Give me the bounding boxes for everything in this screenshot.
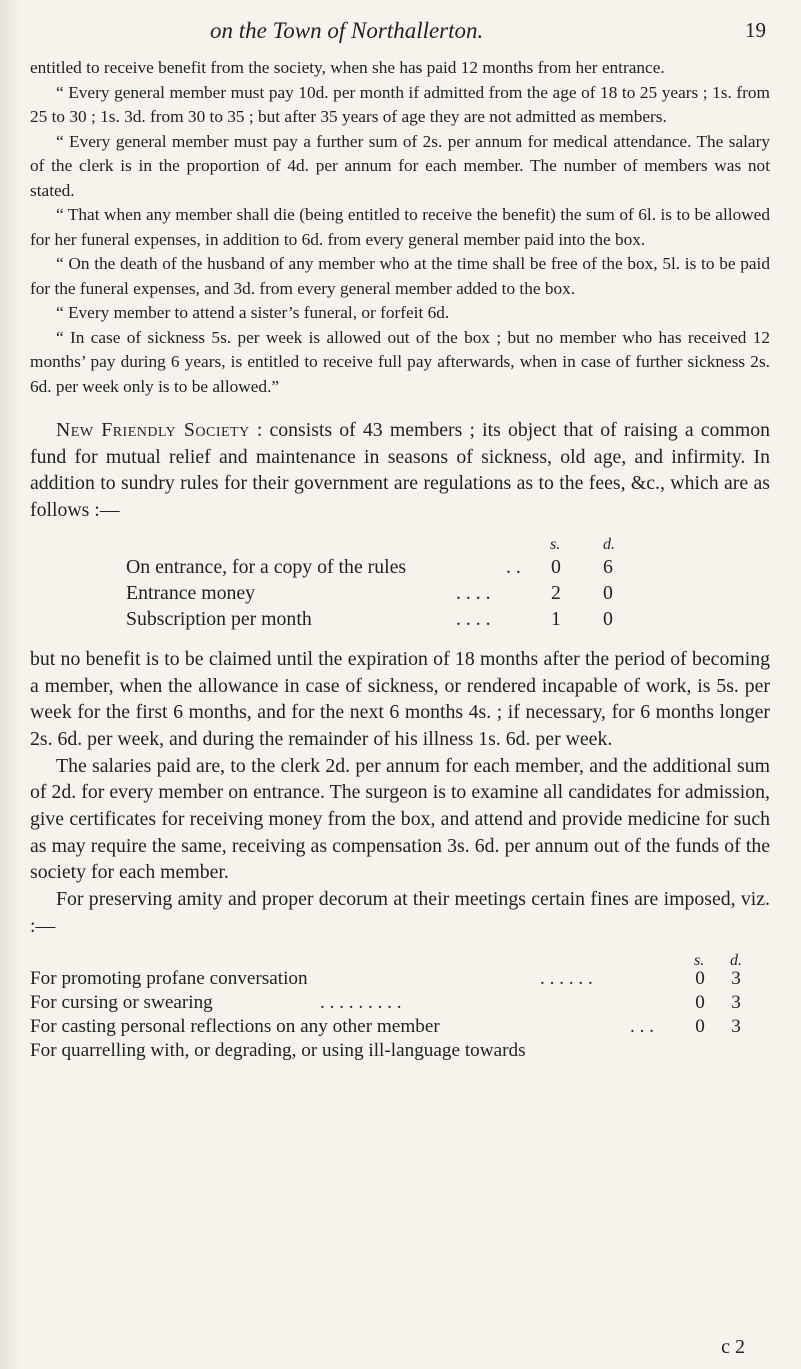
page-number: 19 — [745, 18, 766, 42]
signature-mark: c 2 — [721, 1336, 745, 1358]
leader-dots: . . — [506, 555, 521, 578]
paragraph: “ Every member to attend a sister’s funeral, or forfeit 6d. — [56, 303, 450, 322]
fines-col-s: s. — [694, 951, 705, 969]
running-title: on the Town of Northallerton. — [210, 18, 484, 43]
fees-col-s: s. — [550, 535, 561, 553]
fee-label: Entrance money — [126, 581, 256, 604]
fine-shillings: 0 — [695, 1015, 705, 1037]
fines-intro-paragraph: For preserving amity and proper decorum at their meetings certain fines are imposed, viz. :— — [30, 888, 770, 937]
fees-row — [126, 554, 613, 580]
fees-row — [126, 580, 613, 606]
society-name: New Friendly Society — [56, 419, 250, 441]
fine-label: For cursing or swearing — [30, 991, 213, 1013]
fines-last-line: For quarrelling with, or degrading, or using ill-language towards — [30, 1039, 526, 1061]
paragraph: “ That when any member shall die (being entitled to receive the benefit) the sum of 6l. is to be allowed for her funeral expenses, in addition to 6d. from every general member paid into the box. — [30, 205, 770, 249]
leader-dots: . . . . . . — [540, 967, 593, 989]
fine-pence: 3 — [731, 991, 741, 1013]
fines-row — [30, 990, 741, 1017]
running-head — [30, 0, 770, 56]
fees-row — [126, 606, 613, 632]
fine-pence: 3 — [731, 967, 741, 989]
fee-label: On entrance, for a copy of the rules — [126, 555, 407, 578]
new-friendly-society-section — [30, 417, 770, 1066]
page — [30, 0, 770, 1066]
leader-dots: . . . . — [456, 581, 491, 604]
binding-edge — [0, 0, 22, 1369]
society-intro — [30, 417, 770, 524]
fine-label: For casting personal reflections on any other member — [30, 1015, 440, 1037]
fines-table — [30, 948, 770, 1066]
fine-shillings: 0 — [695, 991, 705, 1013]
quoted-rules — [30, 56, 770, 399]
fine-label: For promoting profane conversation — [30, 967, 308, 989]
fee-shillings: 1 — [551, 607, 561, 630]
leader-dots: . . . . — [456, 607, 491, 630]
fee-pence: 0 — [603, 581, 613, 604]
fine-pence: 3 — [731, 1015, 741, 1037]
fines-row — [30, 966, 741, 993]
fee-label: Subscription per month — [126, 607, 312, 630]
paragraph: “ Every general member must pay 10d. per month if admitted from the age of 18 to 25 years ; 1s. from 25 to 30 ; 1s. 3d. from 30 to 35 ; but after 35 years of age they are not admitted as members. — [30, 82, 770, 126]
benefit-paragraph: but no benefit is to be claimed until the expiration of 18 months after the period of becoming a member, when the allowance in case of sickness, or rendered incapable of work, is 5s. per week for the first 6 months, and for the next 6 months 4s. ; if necessary, for 6 months longer 2s. 6d. per week, and during the remainder of his illness 1s. 6d. per week. — [30, 647, 770, 750]
fines-col-d: d. — [730, 951, 742, 969]
paragraph: “ Every general member must pay a further sum of 2s. per annum for medical attendance. The salary of the clerk is in the proportion of 4d. per annum for each member. The number of members was not stated. — [30, 131, 770, 200]
society-intro-text: : consists of 43 members ; its object that of raising a common fund for mutual relief and maintenance in seasons of sickness, old age, and infirmity. In addition to sundry rules for their government are regulations as to the fees, &c., which are as follows :— — [30, 419, 770, 522]
fines-row — [30, 1014, 741, 1041]
leader-dots: . . . — [630, 1015, 654, 1037]
fee-pence: 0 — [603, 607, 613, 630]
fees-table — [30, 532, 770, 636]
fee-pence: 6 — [603, 555, 613, 578]
fee-shillings: 2 — [551, 581, 561, 604]
fees-col-d: d. — [603, 535, 615, 553]
fee-shillings: 0 — [551, 555, 561, 578]
leader-dots: . . . . . . . . . — [320, 991, 402, 1013]
paragraph: “ On the death of the husband of any member who at the time shall be free of the box, 5l. is to be paid for the funeral expenses, and 3d. from every general member added to the box. — [30, 254, 770, 298]
paragraph: entitled to receive benefit from the society, when she has paid 12 months from her entrance. — [30, 58, 665, 77]
fine-shillings: 0 — [695, 967, 705, 989]
salaries-paragraph: The salaries paid are, to the clerk 2d. per annum for each member, and the additional sum of 2d. for every member on entrance. The surgeon is to examine all candidates for admission, give certificates for receiving money from the box, and attend and provide medicine for such as may require the same, receiving as compensation 3s. 6d. per annum out of the funds of the society for each member. — [30, 754, 770, 884]
paragraph: “ In case of sickness 5s. per week is allowed out of the box ; but no member who has received 12 months’ pay during 6 years, is entitled to receive full pay afterwards, when in case of further sickness 2s. 6d. per week only is to be allowed.” — [30, 327, 770, 396]
